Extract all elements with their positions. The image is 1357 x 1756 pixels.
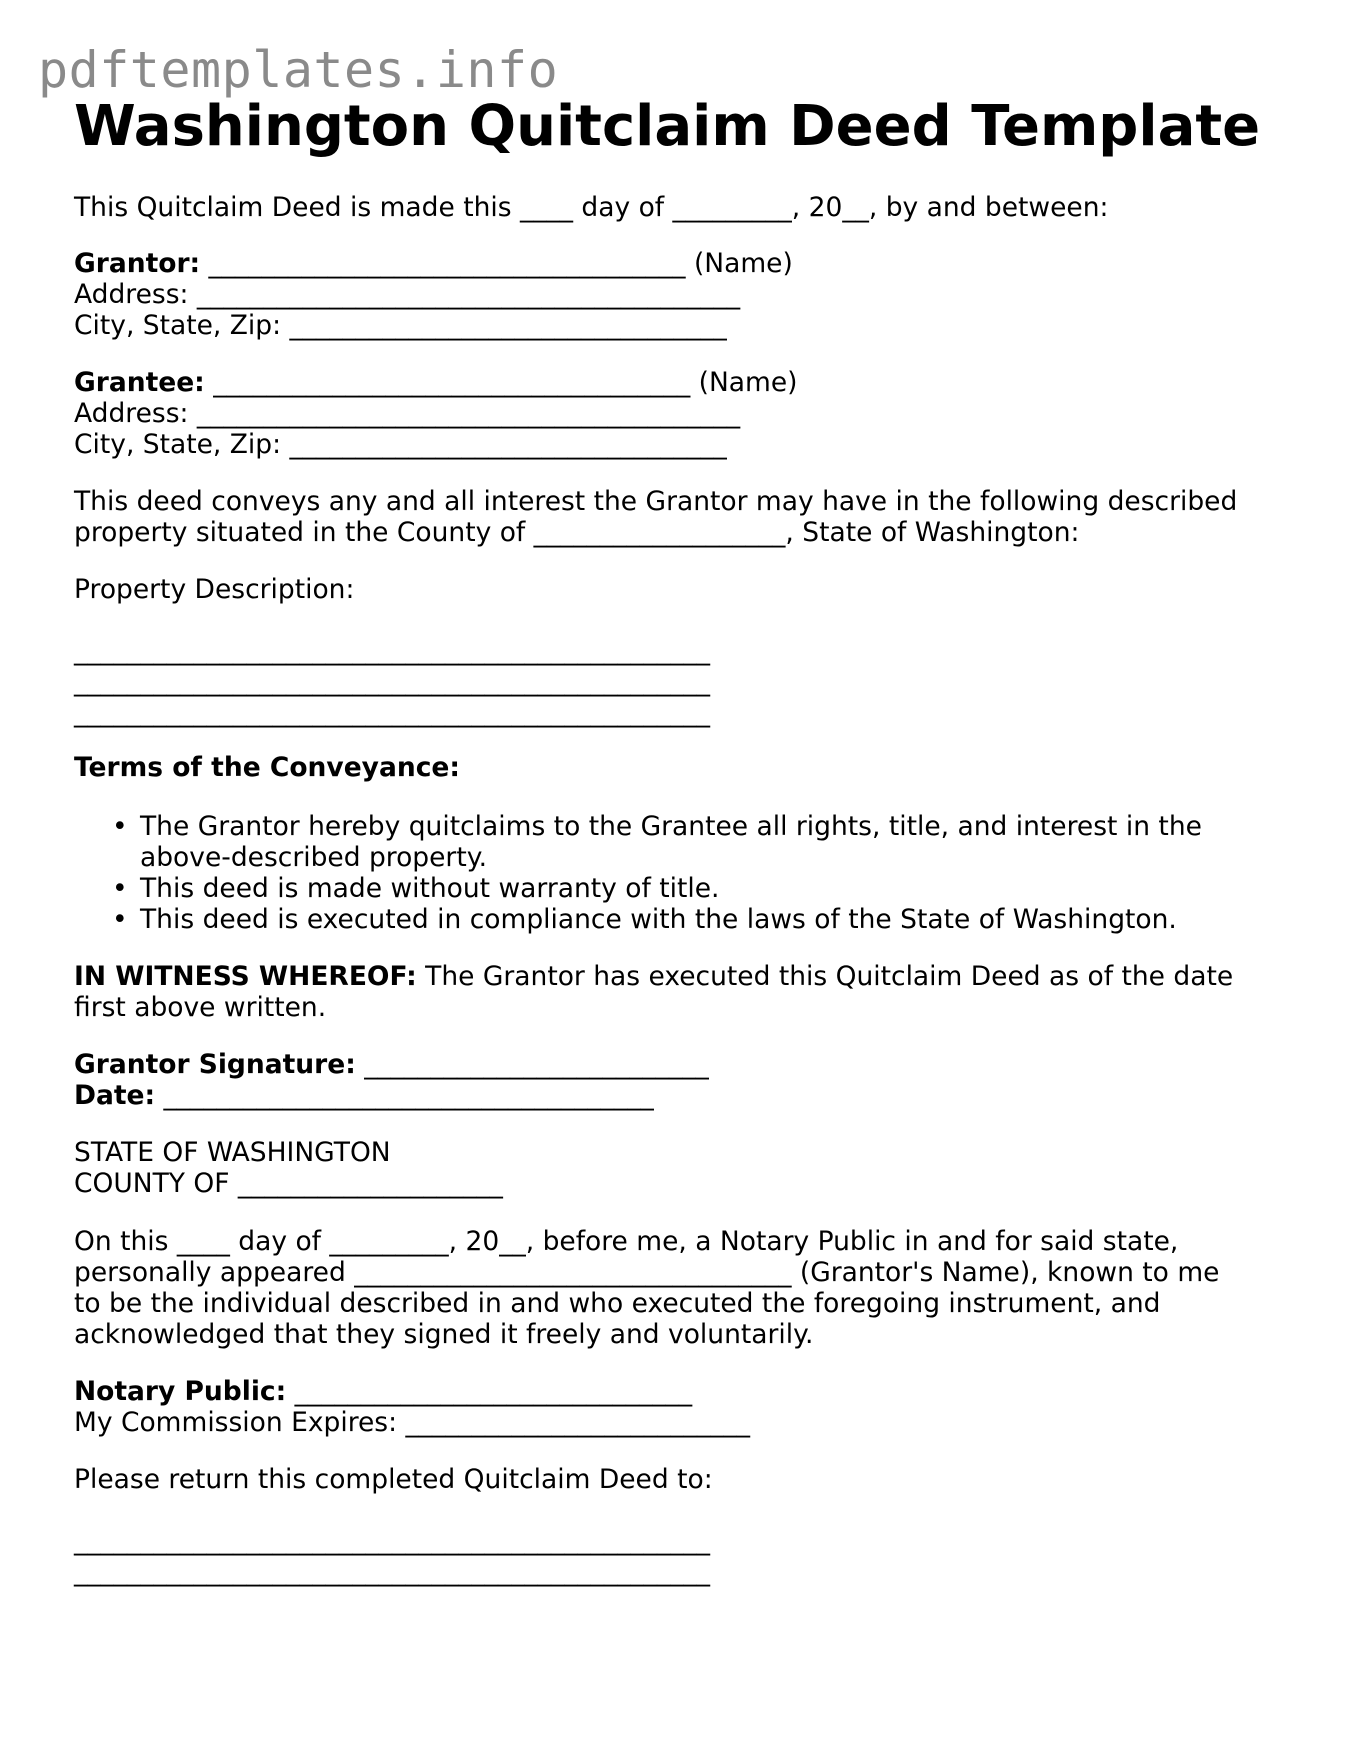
grantor-label: Grantor: — [74, 248, 201, 279]
notary-paragraph-line-3: to be the individual described in and who executed the foregoing instrument, and — [74, 1288, 1161, 1319]
state-line: STATE OF WASHINGTON — [74, 1137, 391, 1168]
property-blank-line-1[interactable]: ________________________________________________ — [74, 635, 710, 666]
grantor-name-line — [74, 248, 793, 280]
property-blank-line-3[interactable]: ________________________________________________ — [74, 697, 710, 728]
intro-line: This Quitclaim Deed is made this ____ day of _________, 20__, by and between: — [74, 192, 1109, 223]
signature-date-line — [74, 1080, 654, 1112]
grantor-city-field[interactable]: City, State, Zip: _________________________________ — [74, 310, 727, 341]
witness-label: IN WITNESS WHEREOF: — [74, 961, 417, 992]
bullet-marker: • — [112, 873, 128, 904]
witness-line-2: first above written. — [74, 992, 327, 1023]
grantee-city-field[interactable]: City, State, Zip: _________________________________ — [74, 429, 727, 460]
signature-date-field[interactable]: _____________________________________ — [155, 1080, 654, 1111]
grantee-name-field[interactable]: ____________________________________ (Name) — [204, 367, 798, 398]
conveys-paragraph-line-1: This deed conveys any and all interest the Grantor may have in the following described — [74, 486, 1238, 517]
grantee-address-field[interactable]: Address: _________________________________________ — [74, 398, 741, 429]
commission-expires-field[interactable]: My Commission Expires: __________________________ — [74, 1407, 750, 1438]
bullet-marker: • — [112, 811, 128, 842]
grantor-name-field[interactable]: ____________________________________ (Name) — [200, 248, 793, 279]
bullet-marker: • — [112, 904, 128, 935]
page-title: Washington Quitclaim Deed Template — [74, 94, 1261, 159]
return-blank-line-1[interactable]: ________________________________________________ — [74, 1525, 710, 1556]
terms-item-2: This deed is made without warranty of title. — [140, 873, 720, 904]
conveys-paragraph-line-2: property situated in the County of ___________________, State of Washington: — [74, 517, 1080, 548]
grantee-label: Grantee: — [74, 367, 205, 398]
notary-public-line — [74, 1376, 692, 1408]
grantor-address-field[interactable]: Address: _________________________________________ — [74, 279, 741, 310]
grantee-name-line — [74, 367, 798, 399]
return-label: Please return this completed Quitclaim Deed to: — [74, 1464, 713, 1495]
notary-public-field[interactable]: ______________________________ — [286, 1376, 693, 1407]
property-blank-line-2[interactable]: ________________________________________________ — [74, 666, 710, 697]
return-blank-line-2[interactable]: ________________________________________________ — [74, 1556, 710, 1587]
grantor-signature-label: Grantor Signature: — [74, 1049, 356, 1080]
county-field[interactable]: COUNTY OF ____________________ — [74, 1168, 503, 1199]
terms-item-1-line-1: The Grantor hereby quitclaims to the Grantee all rights, title, and interest in the — [140, 811, 1202, 842]
property-description-label: Property Description: — [74, 574, 355, 605]
notary-public-label: Notary Public: — [74, 1376, 287, 1407]
terms-item-3: This deed is executed in compliance with the laws of the State of Washington. — [140, 904, 1177, 935]
notary-paragraph-line-4: acknowledged that they signed it freely and voluntarily. — [74, 1319, 814, 1350]
watermark-logo: pdftemplates.info — [38, 41, 559, 99]
terms-item-1-line-2: above-described property. — [140, 842, 488, 873]
grantor-signature-line — [74, 1049, 709, 1081]
signature-date-label: Date: — [74, 1080, 156, 1111]
notary-paragraph-line-1: On this ____ day of _________, 20__, before me, a Notary Public in and for said state, — [74, 1226, 1179, 1257]
grantor-signature-field[interactable]: __________________________ — [355, 1049, 709, 1080]
notary-paragraph-line-2: personally appeared _________________________________ (Grantor's Name), known to me — [74, 1257, 1220, 1288]
terms-heading: Terms of the Conveyance: — [74, 752, 460, 783]
witness-text: The Grantor has executed this Quitclaim Deed as of the date — [416, 961, 1234, 992]
witness-line-1 — [74, 961, 1233, 993]
